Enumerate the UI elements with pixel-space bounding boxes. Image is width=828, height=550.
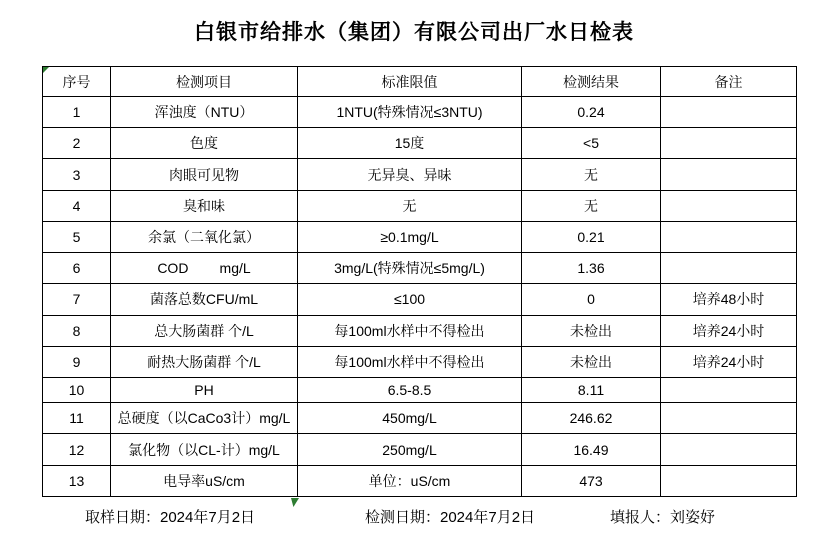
cell-result: 16.49: [522, 434, 661, 465]
cell-no: 5: [43, 221, 111, 252]
cell-no: 11: [43, 403, 111, 434]
cell-limit: 450mg/L: [298, 403, 522, 434]
cell-result: 0.24: [522, 97, 661, 128]
cell-result: 0.21: [522, 221, 661, 252]
cell-result: 无: [522, 159, 661, 190]
reporter-name: 填报人：刘姿妤: [610, 509, 716, 526]
cell-item: 浑浊度（NTU）: [111, 97, 298, 128]
cell-limit: 1NTU(特殊情况≤3NTU): [298, 97, 522, 128]
cell-item: 电导率uS/cm: [111, 465, 298, 496]
cell-remark: [661, 221, 797, 252]
cell-remark: [661, 434, 797, 465]
cell-result: 未检出: [522, 346, 661, 377]
cell-limit: 无: [298, 190, 522, 221]
cell-limit: ≥0.1mg/L: [298, 221, 522, 252]
cell-no: 3: [43, 159, 111, 190]
cell-limit: 每100ml水样中不得检出: [298, 315, 522, 346]
table-row: [43, 159, 797, 190]
cell-no: 9: [43, 346, 111, 377]
cell-result: 246.62: [522, 403, 661, 434]
cell-item: 肉眼可见物: [111, 159, 298, 190]
cell-remark: [661, 253, 797, 284]
cell-no: 8: [43, 315, 111, 346]
cell-item: 臭和味: [111, 190, 298, 221]
page-title: 白银市给排水（集团）有限公司出厂水日检表: [194, 21, 634, 44]
cell-remark: [661, 465, 797, 496]
cell-remark: [661, 128, 797, 159]
footer: [0, 506, 828, 530]
header-no: [43, 67, 111, 97]
cell-item: PH: [111, 377, 298, 402]
cell-item: 菌落总数CFU/mL: [111, 284, 298, 315]
cell-item: 耐热大肠菌群 个/L: [111, 346, 298, 377]
table-row: [43, 465, 797, 496]
cell-no: 13: [43, 465, 111, 496]
table-row: [43, 128, 797, 159]
cell-no: 7: [43, 284, 111, 315]
header-result: 检测结果: [522, 67, 661, 97]
sample-date: 取样日期：2024年7月2日: [85, 509, 256, 526]
cell-remark: 培养24小时: [661, 346, 797, 377]
cell-result: 0: [522, 284, 661, 315]
table-row: [43, 97, 797, 128]
cell-remark: [661, 190, 797, 221]
cell-no: 1: [43, 97, 111, 128]
cell-item: COD mg/L: [111, 253, 298, 284]
cell-item: 总大肠菌群 个/L: [111, 315, 298, 346]
cell-result: <5: [522, 128, 661, 159]
cell-remark: [661, 97, 797, 128]
cell-no: 2: [43, 128, 111, 159]
cell-item: 余氯（二氧化氯）: [111, 221, 298, 252]
cell-limit: ≤100: [298, 284, 522, 315]
cell-no: 12: [43, 434, 111, 465]
header-remark: 备注: [661, 67, 797, 97]
table-row: [43, 434, 797, 465]
table-row: [43, 403, 797, 434]
header-limit: 标准限值: [298, 67, 522, 97]
table-row: [43, 190, 797, 221]
cell-result: 1.36: [522, 253, 661, 284]
cell-no: 4: [43, 190, 111, 221]
table-row: [43, 346, 797, 377]
cell-item: 氯化物（以CL-计）mg/L: [111, 434, 298, 465]
cell-result: 473: [522, 465, 661, 496]
cell-limit: 每100ml水样中不得检出: [298, 346, 522, 377]
header-item: 检测项目: [111, 67, 298, 97]
cell-limit: 无异臭、异味: [298, 159, 522, 190]
table-row: [43, 315, 797, 346]
cell-item: 总硬度（以CaCo3计）mg/L: [111, 403, 298, 434]
table-row: [43, 284, 797, 315]
cell-remark: [661, 403, 797, 434]
cell-limit: 250mg/L: [298, 434, 522, 465]
cell-remark: [661, 377, 797, 402]
test-date: 检测日期：2024年7月2日: [365, 509, 536, 526]
cell-remark: 培养48小时: [661, 284, 797, 315]
cell-limit: 6.5-8.5: [298, 377, 522, 402]
cell-limit: 3mg/L(特殊情况≤5mg/L): [298, 253, 522, 284]
table-row: [43, 253, 797, 284]
header-no-label: 序号: [62, 73, 91, 90]
cell-limit: 单位：uS/cm: [298, 465, 522, 496]
cell-result: 8.11: [522, 377, 661, 402]
daily-check-table: [42, 66, 797, 497]
cell-limit: 15度: [298, 128, 522, 159]
cell-remark: 培养24小时: [661, 315, 797, 346]
table-header-row: [43, 67, 797, 97]
cell-item: 色度: [111, 128, 298, 159]
cell-no: 10: [43, 377, 111, 402]
table-row: [43, 221, 797, 252]
excel-error-marker-icon: [43, 67, 49, 73]
table-row: [43, 377, 797, 402]
cell-result: 未检出: [522, 315, 661, 346]
cell-result: 无: [522, 190, 661, 221]
cell-remark: [661, 159, 797, 190]
cell-no: 6: [43, 253, 111, 284]
